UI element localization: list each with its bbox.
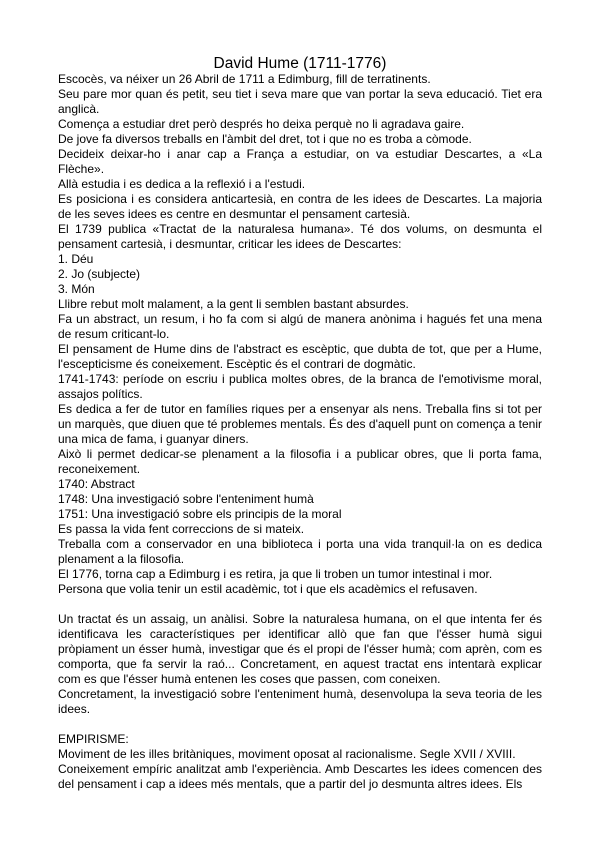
list-item: 3. Món (58, 282, 95, 296)
document-body (58, 55, 542, 792)
paragraph: El pensament de Hume dins de l'abstract es escèptic, que dubta de tot, que per a Hume, l'escepticisme és coneixement. Escèptic és el contrari de dogmàtic. (58, 342, 542, 371)
section-heading: EMPIRISME: (58, 732, 129, 746)
paragraph: De jove fa diversos treballs en l'àmbit del dret, tot i que no es troba a còmode. (58, 132, 472, 146)
paragraph: El 1739 publica «Tractat de la naturalesa humana». Té dos volums, on desmunta el pensament cartesià, i desmuntar, criticar les idees de Descartes: (58, 222, 542, 251)
paragraph: Llibre rebut molt malament, a la gent li semblen bastant absurdes. (58, 297, 409, 311)
paragraph: Seu pare mor quan és petit, seu tiet i seva mare que van portar la seva educació. Tiet era anglicà. (58, 87, 542, 116)
paragraph: Escocès, va néixer un 26 Abril de 1711 a Edimburg, fill de terratinents. (58, 72, 431, 86)
blank-line (58, 597, 542, 612)
paragraph: Decideix deixar-ho i anar cap a França a estudiar, on va estudiar Descartes, a «La Flèche». (58, 147, 542, 176)
list-item: 2. Jo (subjecte) (58, 267, 141, 281)
biography-section (58, 72, 542, 597)
paragraph: El 1776, torna cap a Edimburg i es retira, ja que li troben un tumor intestinal i mor. (58, 567, 493, 581)
paragraph: Es posiciona i es considera anticartesià, en contra de les idees de Descartes. La majoria de les seves idees es centre en desmuntar el pensament cartesià. (58, 192, 542, 221)
list-item: 1. Déu (58, 252, 94, 266)
paragraph: Es dedica a fer de tutor en famílies riques per a ensenyar als nens. Treballa fins si tot per un marquès, que diuen que té problemes mentals. És des d'aquell punt on comença a tenir una mica de fama, i guanyar diners. (58, 402, 542, 446)
paragraph: Concretament, la investigació sobre l'enteniment humà, desenvolupa la seva teoria de les idees. (58, 687, 542, 716)
timeline-item: 1751: Una investigació sobre els principis de la moral (58, 507, 342, 521)
paragraph: Això li permet dedicar-se plenament a la filosofia i a publicar obres, que li porta fama, reconeixement. (58, 447, 542, 476)
paragraph: Allà estudia i es dedica a la reflexió i a l'estudi. (58, 177, 306, 191)
paragraph: Moviment de les illes britàniques, moviment oposat al racionalisme. Segle XVII / XVIII. (58, 747, 516, 761)
paragraph: Un tractat és un assaig, un anàlisi. Sobre la naturalesa humana, on el que intenta fer és identificava les característiques per identificar allò que fan que l'ésser humà sigui pròpiament un ésser humà, investigar que és el propi de l'ésser humà; com aprèn, com es comporta, que fa servir la raó... Concretament, en aquest tractat ens intentarà explicar com es que l'ésser humà entenen les coses que passen, com coneixen. (58, 612, 542, 686)
paragraph: Treballa com a conservador en una biblioteca i porta una vida tranquil·la on es dedica plenament a la filosofia. (58, 537, 542, 566)
paragraph: Comença a estudiar dret però després ho deixa perquè no li agradava gaire. (58, 117, 465, 131)
empiricism-section (58, 732, 542, 792)
treatise-section (58, 612, 542, 717)
timeline-item: 1740: Abstract (58, 477, 135, 491)
blank-line (58, 717, 542, 732)
paragraph: Es passa la vida fent correccions de si mateix. (58, 522, 305, 536)
timeline-item: 1748: Una investigació sobre l'enteniment humà (58, 492, 314, 506)
page-title: David Hume (1711-1776) (213, 55, 387, 72)
paragraph: Persona que volia tenir un estil acadèmic, tot i que els acadèmics el refusaven. (58, 582, 478, 596)
paragraph: Coneixement empíric analitzat amb l'experiència. Amb Descartes les idees comencen des del pensament i cap a idees més mentals, que a partir del jo desmunta altres idees. Els (58, 762, 542, 791)
paragraph: Fa un abstract, un resum, i ho fa com si algú de manera anònima i hagués fet una mena de resum criticant-lo. (58, 312, 542, 341)
paragraph: 1741-1743: període on escriu i publica moltes obres, de la branca de l'emotivisme moral, assajos polítics. (58, 372, 542, 401)
